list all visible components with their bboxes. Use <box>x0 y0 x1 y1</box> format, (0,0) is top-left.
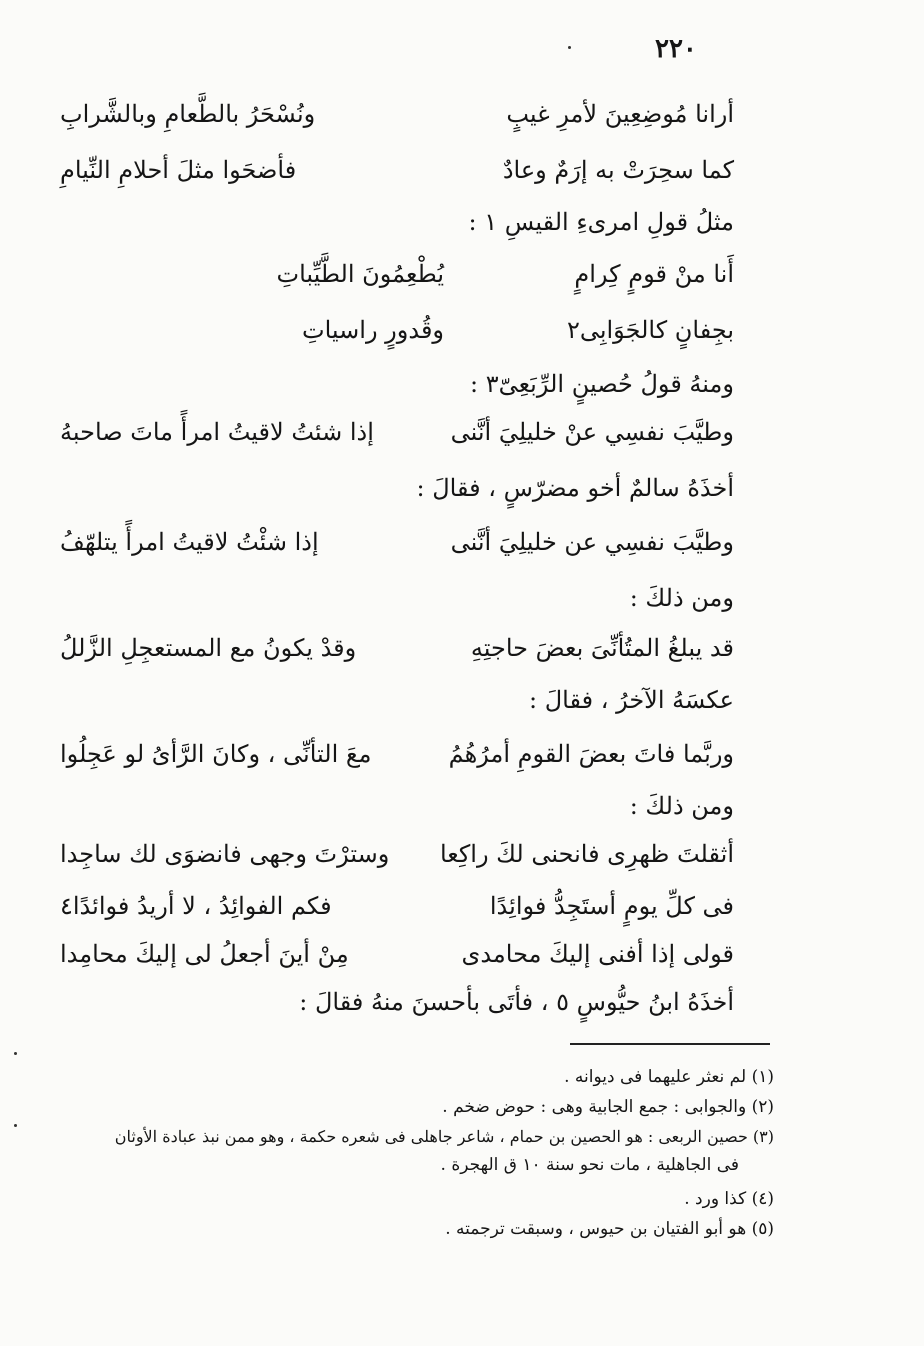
verse-line <box>60 254 734 294</box>
verse-line <box>60 834 734 874</box>
verse-line <box>60 628 734 668</box>
verse-first-hemistich: فى كلِّ يومٍ أستَجِدُّ فوائِدًا <box>489 892 734 920</box>
verse-second-hemistich: إذا شئْتُ لاقيتُ امرأً يتلهّفُ <box>60 528 319 556</box>
prose-line: مثلُ قولِ امرىءِ القيسِ ١ : <box>468 208 734 236</box>
verse-second-hemistich: وقُدورٍ راسياتِ <box>302 316 444 344</box>
verse-second-hemistich: وقدْ يكونُ مع المستعجِلِ الزَّللُ <box>60 634 357 662</box>
verse-line <box>60 94 734 134</box>
verse-first-hemistich: وطيَّبَ نفسِي عن خليلِيَ أنَّنى <box>450 528 734 556</box>
verse-second-hemistich: يُطْعِمُونَ الطَّيِّباتِ <box>276 260 444 288</box>
footnote-continuation: فى الجاهلية ، مات نحو سنة ١٠ ق الهجرة . <box>440 1155 739 1175</box>
verse-second-hemistich: وسترْتَ وجهى فانضوَى لك ساجِدا <box>60 840 390 868</box>
verse-first-hemistich: وربَّما فاتَ بعضَ القومِ أمرُهُمُ <box>448 740 734 768</box>
verse-first-hemistich: أَنا منْ قومٍ كِرامٍ <box>574 260 734 288</box>
prose-line: عكسَهُ الآخرُ ، فقالَ : <box>529 686 734 714</box>
footnote: (٤) كذا ورد . <box>684 1189 774 1209</box>
verse-line <box>60 310 734 350</box>
verse-second-hemistich: فأضحَوا مثلَ أحلامِ النِّيامِ <box>60 156 297 184</box>
verse-line <box>60 934 734 974</box>
page-number: ٢٢٠ <box>655 34 697 64</box>
verse-second-hemistich: فكم الفوائِدُ ، لا أريدُ فوائدًا٤ <box>60 892 332 920</box>
verse-first-hemistich: بجِفانٍ كالجَوَابِى٢ <box>566 316 734 344</box>
footnote: (٢) والجوابى : جمع الجابية وهى : حوض ضخم . <box>442 1097 774 1117</box>
verse-line <box>60 886 734 926</box>
prose-line: ومن ذلكَ : <box>629 584 734 612</box>
prose-line: أخذَهُ ابنُ حيُّوسٍ ٥ ، فأتَى بأحسنَ منهُ فقالَ : <box>299 988 734 1016</box>
verse-second-hemistich: معَ التأنِّى ، وكانَ الرَّأىُ لو عَجِلُوا <box>60 740 372 768</box>
verse-line <box>60 522 734 562</box>
verse-first-hemistich: وطيَّبَ نفسِي عنْ خليلِيَ أنَّنى <box>450 418 734 446</box>
verse-first-hemistich: قد يبلغُ المتُأنِّىَ بعضَ حاجتِهِ <box>470 634 734 662</box>
verse-line <box>60 734 734 774</box>
verse-first-hemistich: كما سحِرَتْ به إرَمٌ وعادٌ <box>502 156 734 184</box>
verse-line <box>60 150 734 190</box>
verse-first-hemistich: أرانا مُوضِعِينَ لأمرِ غيبٍ <box>506 100 734 128</box>
prose-line: ومن ذلكَ : <box>629 792 734 820</box>
print-speck <box>14 1124 17 1127</box>
print-speck <box>14 1052 17 1055</box>
verse-second-hemistich: إذا شئتُ لاقيتُ امرأً ماتَ صاحبهُ <box>60 418 374 446</box>
verse-first-hemistich: قولى إذا أفنى إليكَ محامدى <box>461 940 734 968</box>
prose-line: ومنهُ قولُ حُصينٍ الرِّبَعِىّ٣ : <box>469 370 734 398</box>
prose-line: أخذَهُ سالمٌ أخو مضرّسٍ ، فقالَ : <box>416 474 734 502</box>
verse-line <box>60 412 734 452</box>
footnote: (٣) حصين الربعى : هو الحصين بن حمام ، شاعر جاهلى فى شعره حكمة ، وهو ممن نبذ عبادة الأوثان <box>114 1127 774 1146</box>
verse-first-hemistich: أثقلتَ ظهرِى فانحنى لكَ راكِعا <box>439 840 734 868</box>
print-speck <box>568 46 571 49</box>
verse-second-hemistich: مِنْ أينَ أجعلُ لى إليكَ محامِدا <box>60 940 349 968</box>
verse-second-hemistich: ونُسْحَرُ بالطَّعامِ وبالشَّرابِ <box>60 100 316 128</box>
footnote: (١) لم نعثر عليهما فى ديوانه . <box>564 1067 774 1087</box>
footnote-divider <box>570 1043 770 1045</box>
footnote: (٥) هو أبو الفتيان بن حيوس ، وسبقت ترجمته . <box>445 1219 774 1239</box>
